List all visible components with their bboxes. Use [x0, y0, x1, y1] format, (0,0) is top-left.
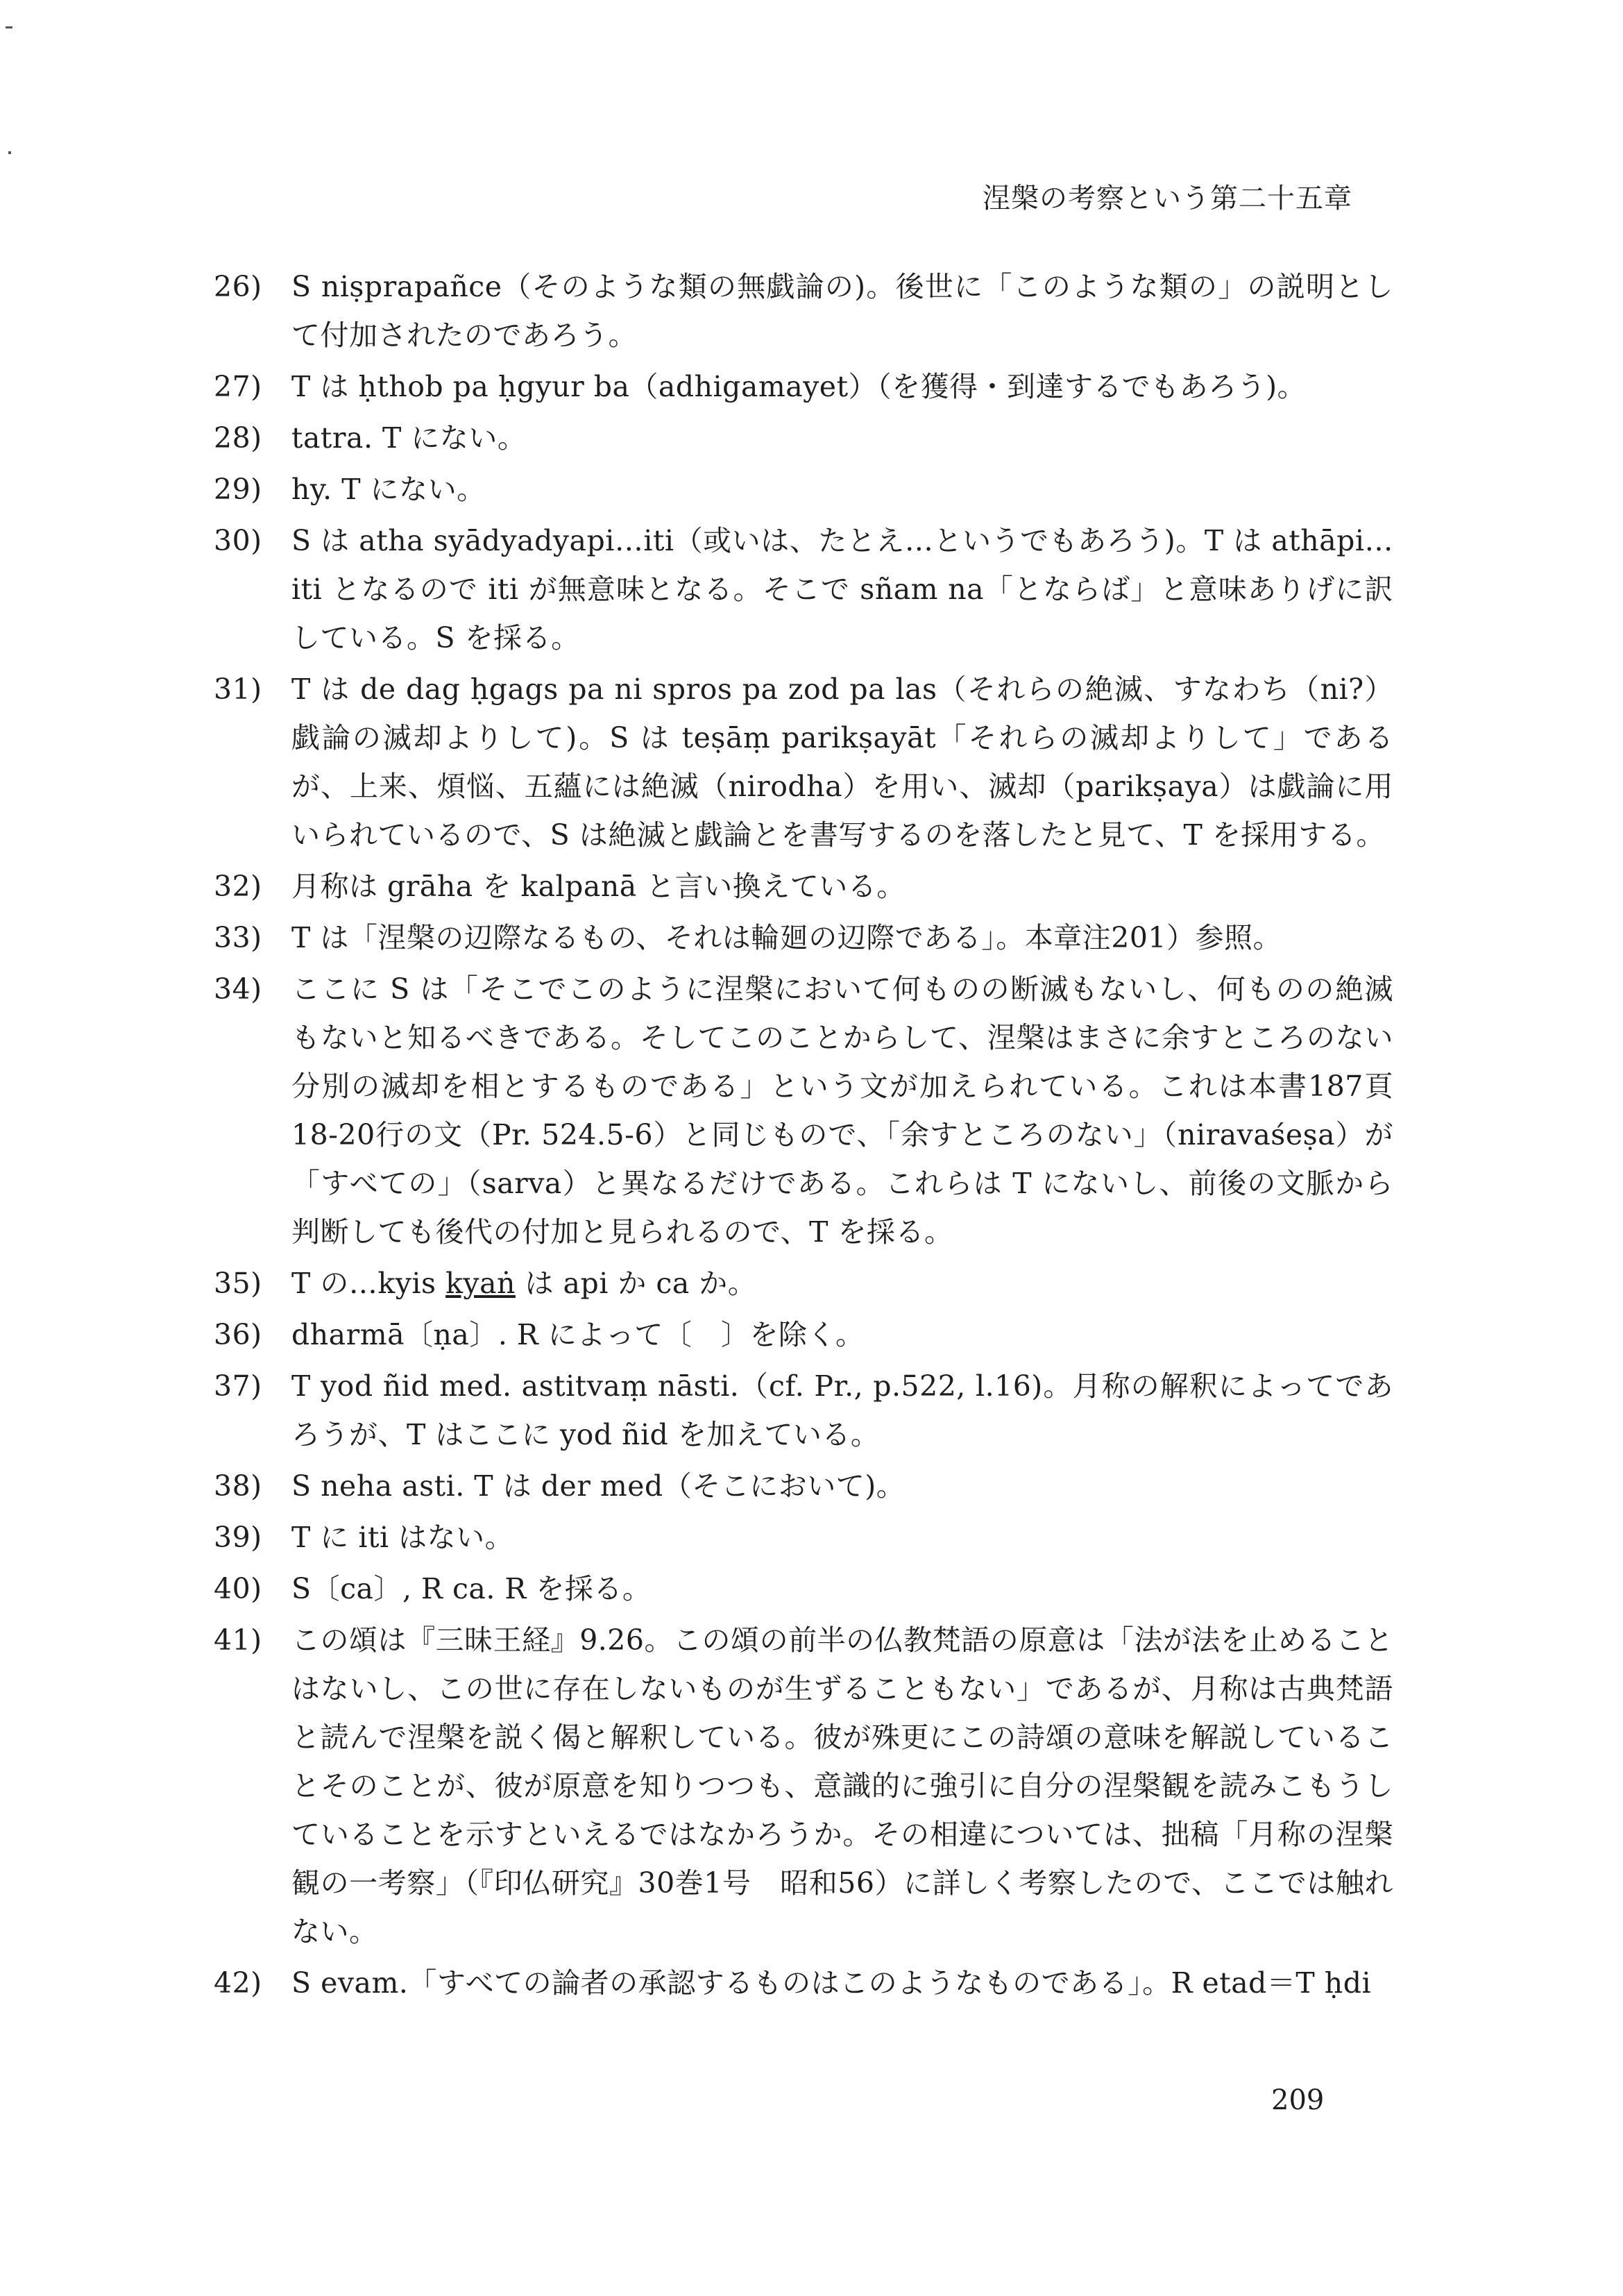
note-text: S niṣprapañce（そのような類の無戯論の)。後世に「このような類の」の説明として付加されたのであろう。	[291, 270, 1393, 352]
note-42	[214, 1959, 1393, 2007]
note-33	[214, 913, 1393, 962]
note-text	[291, 1259, 1393, 1308]
note-number: 27)	[214, 370, 262, 403]
note-number: 35)	[214, 1267, 262, 1300]
note-number: 38)	[214, 1469, 262, 1503]
note-number: 42)	[214, 1966, 262, 2000]
note-text: tatra. T にない。	[291, 421, 527, 455]
note-text-before: T の…kyis	[291, 1267, 446, 1300]
scan-mark-top	[6, 26, 12, 28]
note-28	[214, 414, 1393, 462]
note-text: S〔ca〕, R ca. R を採る。	[291, 1572, 652, 1605]
note-27	[214, 362, 1393, 411]
note-34	[214, 965, 1393, 1256]
note-number: 40)	[214, 1572, 262, 1605]
note-35	[214, 1259, 1393, 1308]
note-number: 39)	[214, 1521, 262, 1554]
note-text: T yod ñid med. astitvaṃ nāsti.（cf. Pr., p.522, l.16)。月称の解釈によってであろうが、T はここに yod ñid を加えている。	[291, 1369, 1393, 1451]
note-text: T に iti はない。	[291, 1521, 514, 1554]
note-text: hy. T にない。	[291, 473, 486, 506]
underlined-term: kyaṅ	[445, 1267, 516, 1300]
running-header: 涅槃の考察という第二十五章	[983, 183, 1352, 214]
note-41	[214, 1616, 1393, 1956]
note-38	[214, 1462, 1393, 1510]
note-text: T は ḥthob pa ḥgyur ba（adhigamayet）（を獲得・到達するでもあろう)。	[291, 370, 1307, 403]
note-30	[214, 516, 1393, 662]
note-text: 月称は grāha を kalpanā と言い換えている。	[291, 870, 906, 903]
note-number: 30)	[214, 524, 262, 557]
note-number: 32)	[214, 870, 262, 903]
note-number: 33)	[214, 921, 262, 954]
note-32	[214, 862, 1393, 911]
note-text: dharmā〔ṇa〕. R によって〔 〕を除く。	[291, 1318, 865, 1351]
note-36	[214, 1310, 1393, 1359]
note-number: 28)	[214, 421, 262, 455]
scan-mark-left	[8, 151, 11, 154]
note-number: 26)	[214, 270, 262, 303]
note-number: 41)	[214, 1623, 262, 1657]
note-text: S neha asti. T は der med（そこにおいて)。	[291, 1469, 906, 1503]
note-text: この頌は『三昧王経』9.26。この頌の前半の仏教梵語の原意は「法が法を止めることはないし、この世に存在しないものが生ずることもない」であるが、月称は古典梵語と読んで涅槃を説く偈と解釈している。彼が殊更にこの詩頌の意味を解説していることそのことが、彼が原意を知りつつも、意識的に強引に自分の涅槃観を読みこもうしていることを示すといえるではなかろうか。その相違については、拙稿「月称の涅槃観の一考察」（『印仏研究』30巻1号 昭和56）に詳しく考察したので、ここでは触れない。	[291, 1623, 1393, 1948]
note-text: S evam.「すべての論者の承認するものはこのようなものである」。R etad＝T ḥdi	[291, 1966, 1372, 2000]
note-number: 34)	[214, 972, 262, 1006]
note-text: T は de dag ḥgags pa ni spros pa zod pa las（それらの絶滅、すなわち（ni?）戯論の滅却よりして)。S は teṣāṃ parikṣayāt「それらの滅却よりして」であるが、上来、煩悩、五蘊には絶滅（nirodha）を用い、滅却（parikṣaya）は戯論に用いられているので、S は絶滅と戯論とを書写するのを落したと見て、T を採用する。	[291, 673, 1393, 852]
page-number: 209	[1271, 2084, 1325, 2116]
note-text: S は atha syādyadyapi…iti（或いは、たとえ…というでもあろう)。T は athāpi…iti となるので iti が無意味となる。そこで sñam na「とならば」と意味ありげに訳している。S を採る。	[291, 524, 1393, 655]
note-number: 31)	[214, 673, 262, 706]
note-39	[214, 1513, 1393, 1562]
note-number: 36)	[214, 1318, 262, 1351]
note-number: 29)	[214, 473, 262, 506]
note-29	[214, 465, 1393, 514]
footnotes-list	[214, 262, 1393, 2010]
note-26	[214, 262, 1393, 360]
note-text: T は「涅槃の辺際なるもの、それは輪廻の辺際である」。本章注201）参照。	[291, 921, 1282, 954]
note-37	[214, 1362, 1393, 1459]
note-text-after: は api か ca か。	[515, 1267, 757, 1300]
note-40	[214, 1564, 1393, 1613]
note-number: 37)	[214, 1369, 262, 1403]
note-31	[214, 665, 1393, 859]
note-text: ここに S は「そこでこのように涅槃において何ものの断滅もないし、何ものの絶滅もないと知るべきである。そしてこのことからして、涅槃はまさに余すところのない分別の滅却を相とするものである」という文が加えられている。これは本書187頁18-20行の文（Pr. 524.5-6）と同じもので、「余すところのない」（niravaśeṣa）が「すべての」（sarva）と異なるだけである。これらは T にないし、前後の文脈から判断しても後代の付加と見られるので、T を採る。	[291, 972, 1393, 1249]
